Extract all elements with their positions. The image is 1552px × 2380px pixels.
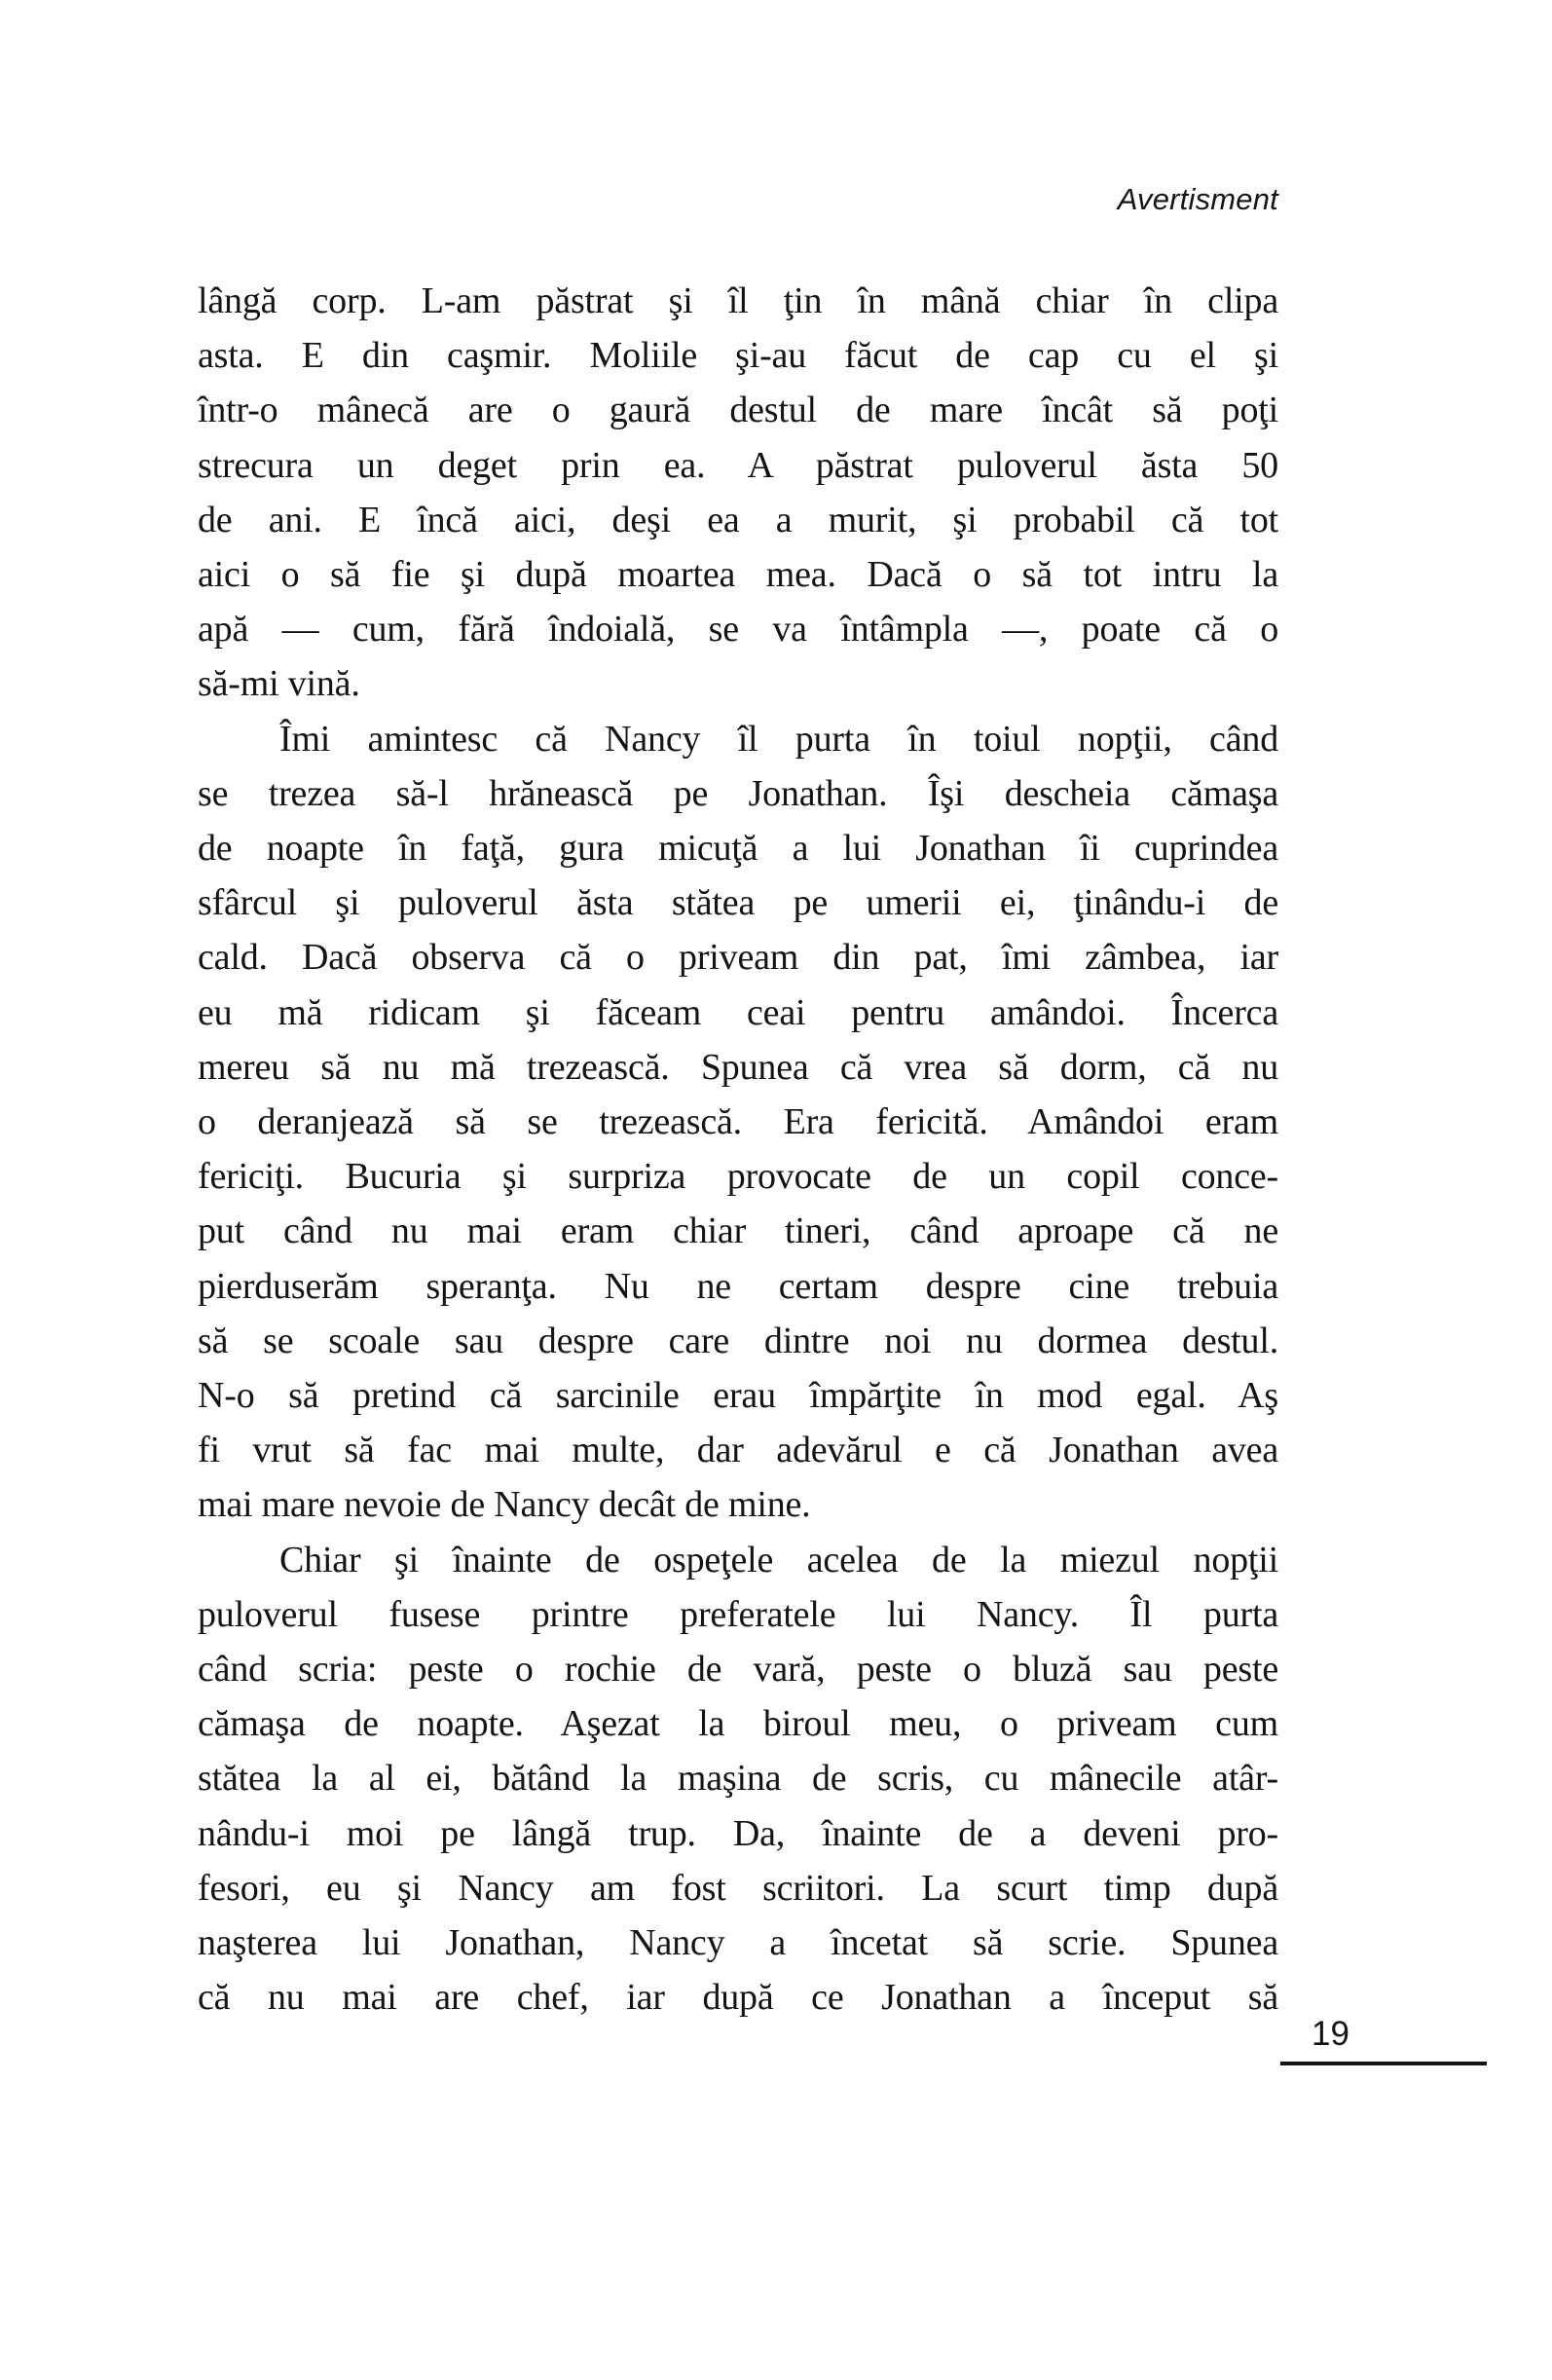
text-line: stătea la al ei, bătând la maşina de scris, cu mânecile atâr- [198, 1758, 1278, 1800]
text-line: cămaşa de noapte. Aşezat la biroul meu, o priveam cum [198, 1703, 1278, 1745]
text-line: că nu mai are chef, iar după ce Jonathan a început să [198, 1977, 1278, 2019]
text-line: put când nu mai eram chiar tineri, când aproape că ne [198, 1210, 1278, 1252]
text-line: N-o să pretind că sarcinile erau împărţite în mod egal. Aş [198, 1375, 1278, 1417]
text-line: strecura un deget prin ea. A păstrat puloverul ăsta 50 [198, 444, 1278, 486]
text-line: fesori, eu şi Nancy am fost scriitori. La scurt timp după [198, 1867, 1278, 1909]
text-line: puloverul fusese printre preferatele lui Nancy. Îl purta [198, 1593, 1278, 1635]
text-line: să se scoale sau despre care dintre noi nu dormea destul. [198, 1320, 1278, 1361]
text-line: lângă corp. L-am păstrat şi îl ţin în mână chiar în clipa [198, 280, 1278, 321]
text-line: într-o mânecă are o gaură destul de mare încât să poţi [198, 390, 1278, 431]
page-number: 19 [1312, 2015, 1349, 2053]
text-line: apă — cum, fără îndoială, se va întâmpla —, poate că o [198, 609, 1278, 651]
text-line: Îmi amintesc că Nancy îl purta în toiul nopţii, când [279, 718, 1278, 760]
text-line: mereu să nu mă trezească. Spunea că vrea să dorm, că nu [198, 1046, 1278, 1088]
text-line: eu mă ridicam şi făceam ceai pentru amândoi. Încerca [198, 991, 1278, 1033]
text-line: cald. Dacă observa că o priveam din pat, îmi zâmbea, iar [198, 937, 1278, 979]
text-line: fericiţi. Bucuria şi surpriza provocate de un copil conce- [198, 1156, 1278, 1198]
text-line: pierduserăm speranţa. Nu ne certam despre cine trebuia [198, 1265, 1278, 1307]
text-line: când scria: peste o rochie de vară, peste o bluză sau peste [198, 1649, 1278, 1691]
text-line: sfârcul şi puloverul ăsta stătea pe umerii ei, ţinându-i de [198, 882, 1278, 924]
text-line: se trezea să-l hrănească pe Jonathan. Îşi descheia cămaşa [198, 772, 1278, 814]
text-line: Chiar şi înainte de ospeţele acelea de la miezul nopţii [279, 1539, 1278, 1580]
running-header: Avertisment [1117, 182, 1278, 216]
text-line: mai mare nevoie de Nancy decât de mine. [198, 1484, 811, 1526]
text-line: o deranjează să se trezească. Era fericită. Amândoi eram [198, 1101, 1278, 1143]
text-line: de noapte în faţă, gura micuţă a lui Jonathan îi cuprindea [198, 828, 1278, 870]
text-line: fi vrut să fac mai multe, dar adevărul e că Jonathan avea [198, 1430, 1278, 1471]
text-line: nându-i moi pe lângă trup. Da, înainte de a deveni pro- [198, 1812, 1278, 1854]
text-line: asta. E din caşmir. Moliile şi-au făcut de cap cu el şi [198, 335, 1278, 377]
footer-rule [1280, 2062, 1487, 2065]
text-line: să-mi vină. [198, 663, 360, 705]
text-line: aici o să fie şi după moartea mea. Dacă o să tot intru la [198, 554, 1278, 596]
text-line: naşterea lui Jonathan, Nancy a încetat să scrie. Spunea [198, 1922, 1278, 1964]
text-line: de ani. E încă aici, deşi ea a murit, şi probabil că tot [198, 499, 1278, 540]
body-text [198, 274, 1278, 2026]
